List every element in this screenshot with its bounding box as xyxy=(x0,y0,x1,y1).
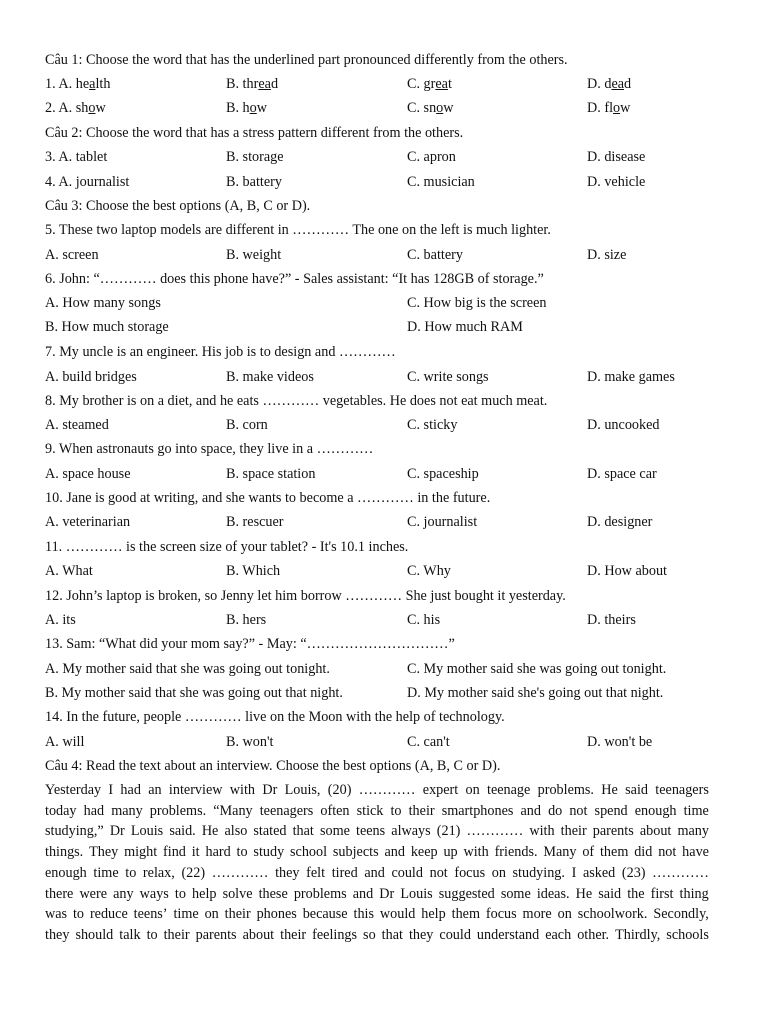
passage-word: to xyxy=(125,864,137,881)
q4-option-a: 4. A. journalist xyxy=(45,174,130,190)
passage-word: their xyxy=(408,802,435,819)
q7-stem: 7. My uncle is an engineer. His job is to design and ………… xyxy=(45,344,396,360)
passage-word: (22) xyxy=(181,864,206,881)
q9-option-a: A. space house xyxy=(45,466,131,482)
passage-word: and xyxy=(384,844,405,861)
passage-word: talk xyxy=(119,926,141,943)
passage-word: this xyxy=(353,906,374,923)
passage-word: (23) xyxy=(621,864,646,881)
passage-word: to xyxy=(72,906,85,923)
passage-word: always xyxy=(391,823,431,840)
section-3-heading: Câu 3: Choose the best options (A, B, C or D). xyxy=(45,198,311,214)
q14-option-b: B. won't xyxy=(226,734,274,750)
passage-word: They xyxy=(89,844,119,861)
q10-option-a: A. veterinarian xyxy=(45,514,131,530)
passage-word: was xyxy=(45,906,68,923)
reading-passage xyxy=(45,780,709,946)
passage-word: to xyxy=(236,844,248,861)
passage-word: thing xyxy=(679,885,709,902)
passage-line xyxy=(45,925,709,946)
q12-option-a: A. its xyxy=(45,612,76,628)
passage-word: ………… xyxy=(652,864,709,881)
q13-option-b: B. My mother said that she was going out that night. xyxy=(45,685,343,701)
q12-option-b: B. hers xyxy=(226,612,267,628)
passage-line xyxy=(45,904,709,925)
passage-word: of xyxy=(582,844,595,861)
passage-word: not xyxy=(658,844,677,861)
q8-option-d: D. uncooked xyxy=(587,417,660,433)
q9-option-c: C. spaceship xyxy=(407,466,479,482)
q10-stem: 10. Jane is good at writing, and she wants to become a ………… in the future. xyxy=(45,490,491,506)
passage-word: said xyxy=(598,885,622,902)
passage-word: help xyxy=(421,906,446,923)
passage-word: each xyxy=(545,926,572,943)
passage-word: parents xyxy=(195,926,237,943)
passage-word: said. xyxy=(169,823,196,840)
passage-word: teenagers xyxy=(655,782,709,798)
passage-word: He xyxy=(575,885,593,902)
passage-word: schoolwork. xyxy=(577,906,648,923)
passage-word: He xyxy=(601,782,618,798)
passage-line xyxy=(45,884,709,905)
passage-word: some xyxy=(500,885,531,902)
passage-word: these xyxy=(258,885,288,902)
passage-word: more xyxy=(522,906,552,923)
passage-word: to xyxy=(174,885,186,902)
q6-stem: 6. John: “………… does this phone have?” - Sales assistant: “It has 128GB of storage.” xyxy=(45,271,544,287)
passage-word: to xyxy=(390,802,402,819)
passage-word: help xyxy=(192,885,217,902)
q11-option-a: A. What xyxy=(45,563,93,579)
passage-word: Dr xyxy=(109,823,125,840)
passage-word: could xyxy=(391,864,423,881)
passage-word: Louis xyxy=(130,823,164,840)
passage-word: many xyxy=(111,802,143,819)
passage-word: expert xyxy=(422,782,459,798)
q3-option-b: B. storage xyxy=(226,149,284,165)
passage-word: ideas. xyxy=(536,885,570,902)
q10-option-d: D. designer xyxy=(587,514,653,530)
passage-word: did xyxy=(634,844,653,861)
passage-word: time xyxy=(173,906,199,923)
passage-word: parents xyxy=(592,823,634,840)
q11-option-c: C. Why xyxy=(407,563,451,579)
section-4-heading: Câu 4: Read the text about an interview. Choose the best options (A, B, C or D). xyxy=(45,758,501,774)
passage-word: ways xyxy=(139,885,169,902)
q2-option-a: 2. A. show xyxy=(45,100,106,116)
passage-word: (21) xyxy=(436,823,461,840)
passage-word: Dr xyxy=(379,885,395,902)
q8-stem: 8. My brother is on a diet, and he eats ………… vegetables. He does not eat much meat. xyxy=(45,393,548,409)
q6-option-a: A. How many songs xyxy=(45,295,161,311)
passage-word: find xyxy=(163,844,186,861)
q12-stem: 12. John’s laptop is broken, so Jenny let him borrow ………… She just bought it yesterday. xyxy=(45,588,566,604)
passage-word: their xyxy=(280,926,307,943)
passage-word: their xyxy=(224,906,251,923)
q1-option-d: D. dead xyxy=(587,76,632,92)
q14-option-d: D. won't be xyxy=(587,734,653,750)
passage-word: had xyxy=(120,782,141,798)
passage-word: I xyxy=(108,782,114,798)
passage-line xyxy=(45,842,709,863)
passage-word: them xyxy=(451,906,480,923)
passage-word: with xyxy=(463,844,489,861)
passage-word: it xyxy=(191,844,200,861)
passage-word: Dr xyxy=(262,782,278,798)
passage-word: time xyxy=(683,802,709,819)
q6-option-c: C. How big is the screen xyxy=(407,295,547,311)
passage-word: because xyxy=(302,906,348,923)
passage-word: could xyxy=(439,926,471,943)
passage-word: Louis xyxy=(400,885,433,902)
q12-option-d: D. theirs xyxy=(587,612,636,628)
passage-word: about xyxy=(639,823,672,840)
passage-word: and xyxy=(352,885,374,902)
q8-option-a: A. steamed xyxy=(45,417,109,433)
q7-option-d: D. make games xyxy=(587,369,675,385)
passage-word: teenagers xyxy=(259,802,314,819)
passage-word: feelings xyxy=(312,926,358,943)
passage-word: suggested xyxy=(438,885,495,902)
passage-word: ………… xyxy=(211,864,269,881)
passage-word: often xyxy=(320,802,350,819)
passage-line xyxy=(45,801,709,822)
passage-word: tired xyxy=(331,864,358,881)
q12-option-c: C. his xyxy=(407,612,441,628)
passage-word: not xyxy=(429,864,448,881)
passage-word: on xyxy=(491,864,506,881)
q9-stem: 9. When astronauts go into space, they live in a ………… xyxy=(45,441,374,457)
q4-option-b: B. battery xyxy=(226,174,282,190)
q1-option-c: C. great xyxy=(407,76,452,92)
q6-option-b: B. How much storage xyxy=(45,319,169,335)
passage-word: reduce xyxy=(89,906,128,923)
passage-word: relax, xyxy=(142,864,175,881)
passage-word: studying. xyxy=(512,864,565,881)
passage-word: up xyxy=(443,844,458,861)
q4-option-c: C. musician xyxy=(407,174,475,190)
q10-option-b: B. rescuer xyxy=(226,514,284,530)
passage-word: stated xyxy=(253,823,287,840)
passage-word: stick xyxy=(356,802,384,819)
passage-word: schools xyxy=(666,926,709,943)
passage-word: He xyxy=(201,823,219,840)
q9-option-b: B. space station xyxy=(226,466,316,482)
passage-word: today xyxy=(45,802,77,819)
q13-option-c: C. My mother said she was going out tonight. xyxy=(407,661,667,677)
passage-line xyxy=(45,863,709,884)
q6-option-d: D. How much RAM xyxy=(407,319,523,335)
q5-option-a: A. screen xyxy=(45,247,99,263)
passage-word: teens xyxy=(356,823,386,840)
passage-word: hard xyxy=(205,844,231,861)
passage-word: many xyxy=(677,823,709,840)
passage-word: had xyxy=(83,802,105,819)
section-2-heading: Câu 2: Choose the word that has a stress pattern different from the others. xyxy=(45,125,464,141)
q11-stem: 11. ………… is the screen size of your tablet? - It's 10.1 inches. xyxy=(45,539,409,555)
passage-word: that xyxy=(381,926,403,943)
q13-stem: 13. Sam: “What did your mom say?” - May: “…………………………” xyxy=(45,636,455,652)
passage-word: would xyxy=(379,906,416,923)
section-1-heading: Câu 1: Choose the word that has the underlined part pronounced differently from the others. xyxy=(45,52,568,68)
passage-word: ………… xyxy=(466,823,524,840)
passage-word: they xyxy=(45,926,70,943)
passage-word: on xyxy=(204,906,219,923)
passage-word: understand xyxy=(476,926,540,943)
passage-word: with xyxy=(229,782,256,798)
passage-word: them xyxy=(599,844,629,861)
passage-word: enough xyxy=(634,802,677,819)
q13-option-d: D. My mother said she's going out that night. xyxy=(407,685,664,701)
q14-option-c: C. can't xyxy=(407,734,450,750)
passage-word: that xyxy=(292,823,314,840)
passage-word: to xyxy=(146,926,158,943)
q9-option-d: D. space car xyxy=(587,466,657,482)
passage-word: problems. xyxy=(537,782,594,798)
q5-option-d: D. size xyxy=(587,247,627,263)
q2-option-c: C. snow xyxy=(407,100,454,116)
q7-option-a: A. build bridges xyxy=(45,369,137,385)
passage-word: teens’ xyxy=(133,906,168,923)
q13-option-a: A. My mother said that she was going out tonight. xyxy=(45,661,330,677)
passage-word: also xyxy=(224,823,248,840)
passage-word: Thirdly, xyxy=(615,926,661,943)
q14-option-a: A. will xyxy=(45,734,85,750)
passage-word: on xyxy=(465,782,480,798)
passage-word: time xyxy=(93,864,119,881)
passage-word: friends. xyxy=(494,844,538,861)
passage-word: there xyxy=(45,885,74,902)
passage-word: focus xyxy=(485,906,517,923)
q11-option-b: B. Which xyxy=(226,563,281,579)
passage-word: asked xyxy=(582,864,616,881)
q14-stem: 14. In the future, people ………… live on the Moon with the help of technology. xyxy=(45,709,505,725)
passage-word: on xyxy=(557,906,572,923)
passage-word: Yesterday xyxy=(45,782,102,798)
passage-word: and xyxy=(364,864,385,881)
passage-word: other. xyxy=(577,926,610,943)
passage-word: any xyxy=(113,885,134,902)
q5-option-c: C. battery xyxy=(407,247,463,263)
passage-word: first xyxy=(650,885,674,902)
passage-word: felt xyxy=(306,864,326,881)
q8-option-b: B. corn xyxy=(226,417,268,433)
passage-word: teenage xyxy=(487,782,531,798)
q10-option-c: C. journalist xyxy=(407,514,478,530)
passage-line xyxy=(45,821,709,842)
passage-word: solve xyxy=(222,885,253,902)
q1-option-a: 1. A. health xyxy=(45,76,111,92)
passage-word: their xyxy=(560,823,587,840)
passage-word: they xyxy=(408,926,434,943)
passage-word: have xyxy=(682,844,709,861)
q8-option-c: C. sticky xyxy=(407,417,458,433)
passage-word: study xyxy=(253,844,285,861)
passage-word: phones xyxy=(256,906,297,923)
passage-word: studying,” xyxy=(45,823,104,840)
passage-word: enough xyxy=(45,864,87,881)
q2-option-d: D. flow xyxy=(587,100,631,116)
passage-word: the xyxy=(627,885,645,902)
q4-option-d: D. vehicle xyxy=(587,174,646,190)
q3-option-d: D. disease xyxy=(587,149,646,165)
passage-word: (20) xyxy=(327,782,352,798)
passage-word: their xyxy=(163,926,190,943)
passage-word: and xyxy=(520,802,541,819)
passage-word: spend xyxy=(594,802,628,819)
passage-word: an xyxy=(148,782,162,798)
passage-word: focus xyxy=(454,864,486,881)
passage-word: Secondly, xyxy=(653,906,709,923)
q5-option-b: B. weight xyxy=(226,247,282,263)
passage-word: things. xyxy=(45,844,84,861)
passage-word: Many xyxy=(543,844,577,861)
passage-word: problems xyxy=(293,885,347,902)
passage-word: they xyxy=(275,864,300,881)
q5-stem: 5. These two laptop models are different in ………… The one on the left is much lighter. xyxy=(45,222,551,238)
q3-option-c: C. apron xyxy=(407,149,456,165)
passage-word: were xyxy=(79,885,108,902)
passage-word: I xyxy=(571,864,577,881)
passage-word: problems. xyxy=(149,802,207,819)
passage-word: should xyxy=(75,926,114,943)
passage-word: interview xyxy=(168,782,223,798)
q2-option-b: B. how xyxy=(226,100,267,116)
q3-option-a: 3. A. tablet xyxy=(45,149,108,165)
passage-word: Louis, xyxy=(284,782,321,798)
q7-option-c: C. write songs xyxy=(407,369,489,385)
q11-option-d: D. How about xyxy=(587,563,667,579)
passage-word: ………… xyxy=(358,782,416,798)
passage-word: might xyxy=(124,844,158,861)
passage-word: smartphones xyxy=(441,802,514,819)
passage-word: with xyxy=(529,823,555,840)
passage-word: some xyxy=(319,823,350,840)
passage-word: keep xyxy=(410,844,438,861)
passage-word: so xyxy=(363,926,376,943)
passage-word: about xyxy=(242,926,275,943)
q1-option-b: B. thread xyxy=(226,76,279,92)
q7-option-b: B. make videos xyxy=(226,369,314,385)
passage-word: not xyxy=(569,802,588,819)
passage-word: school xyxy=(290,844,328,861)
passage-word: said xyxy=(625,782,648,798)
passage-word: do xyxy=(548,802,563,819)
passage-word: “Many xyxy=(213,802,253,819)
passage-line xyxy=(45,780,709,801)
passage-word: subjects xyxy=(332,844,379,861)
